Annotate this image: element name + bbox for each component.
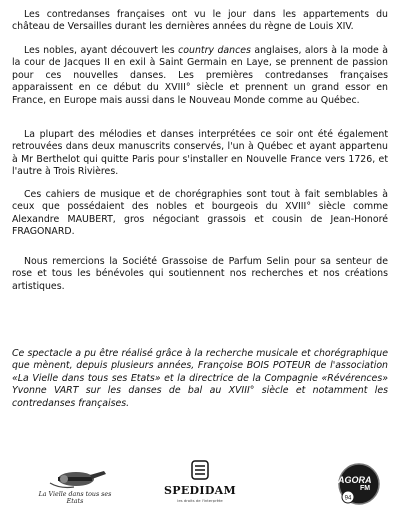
agora-word: AGORA <box>338 475 372 485</box>
p2-text-b: anglaises, alors à la mode à la cour de Jacques II en exil à Saint Germain en Laye, se prennent de passion pour ces nouvelles danses. Les premières contredanses françaises apparaissent en ce début du XVIII° siècle et prennent un grand essor en France, en Europe mais aussi dans le Nouveau Monde comme au Québec. <box>12 45 388 106</box>
agora-fm-logo <box>336 461 382 507</box>
spedidam-subtitle: les droits de l'interprète <box>177 498 223 503</box>
sponsor-logos <box>0 455 400 509</box>
paragraph-notebooks: Ces cahiers de musique et de chorégraphies sont tout à fait semblables à ceux que possédaient des nobles et bourgeois du XVIII° siècle comme Alexandre MAUBERT, gros négociant grassois et cousin de Jean-Honoré FRAGONARD. <box>12 189 388 238</box>
agora-fm-label: FM <box>360 485 371 492</box>
paragraph-history-intro: Les contredanses françaises ont vu le jour dans les appartements du château de Versailles durant les dernières années du règne de Louis XIV. <box>12 9 388 33</box>
p2-emphasis: country dances <box>178 45 251 56</box>
vielle-logo-text: La Vielle dans tous ses Etats <box>38 491 112 505</box>
spedidam-name: SPEDIDAM <box>164 484 236 497</box>
p2-text-a: Les nobles, ayant découvert les <box>24 45 179 56</box>
spedidam-emblem-icon <box>156 459 244 483</box>
paragraph-manuscripts: La plupart des mélodies et danses interprétées ce soir ont été également retrouvées dans deux manuscrits conservés, l'un à Québec et ayant appartenu à Mr Berthelot qui quitte Paris pour s'installer en Nouvelle France vers 1726, et l'autre à Trois Rivières. <box>12 129 388 178</box>
paragraph-country-dances <box>12 45 388 107</box>
agora-frequency: 94 <box>344 495 352 502</box>
paragraph-credits: Ce spectacle a pu être réalisé grâce à la recherche musicale et chorégraphique que mènent, depuis plusieurs années, Françoise BOIS POTEUR de l'association «La Vielle dans tous ses Etats» et la directrice de la Compagnie «Révérences» Yvonne VART sur les danses de bal au XVIII° siècle et notamment les contredanses françaises. <box>12 348 388 409</box>
vielle-logo <box>30 465 120 505</box>
paragraph-thanks: Nous remercions la Société Grassoise de Parfum Selin pour sa senteur de rose et tous les bénévoles qui soutiennent nos recherches et nos créations artistiques. <box>12 256 388 292</box>
spedidam-logo <box>156 459 244 505</box>
hurdy-gurdy-icon <box>30 465 120 493</box>
